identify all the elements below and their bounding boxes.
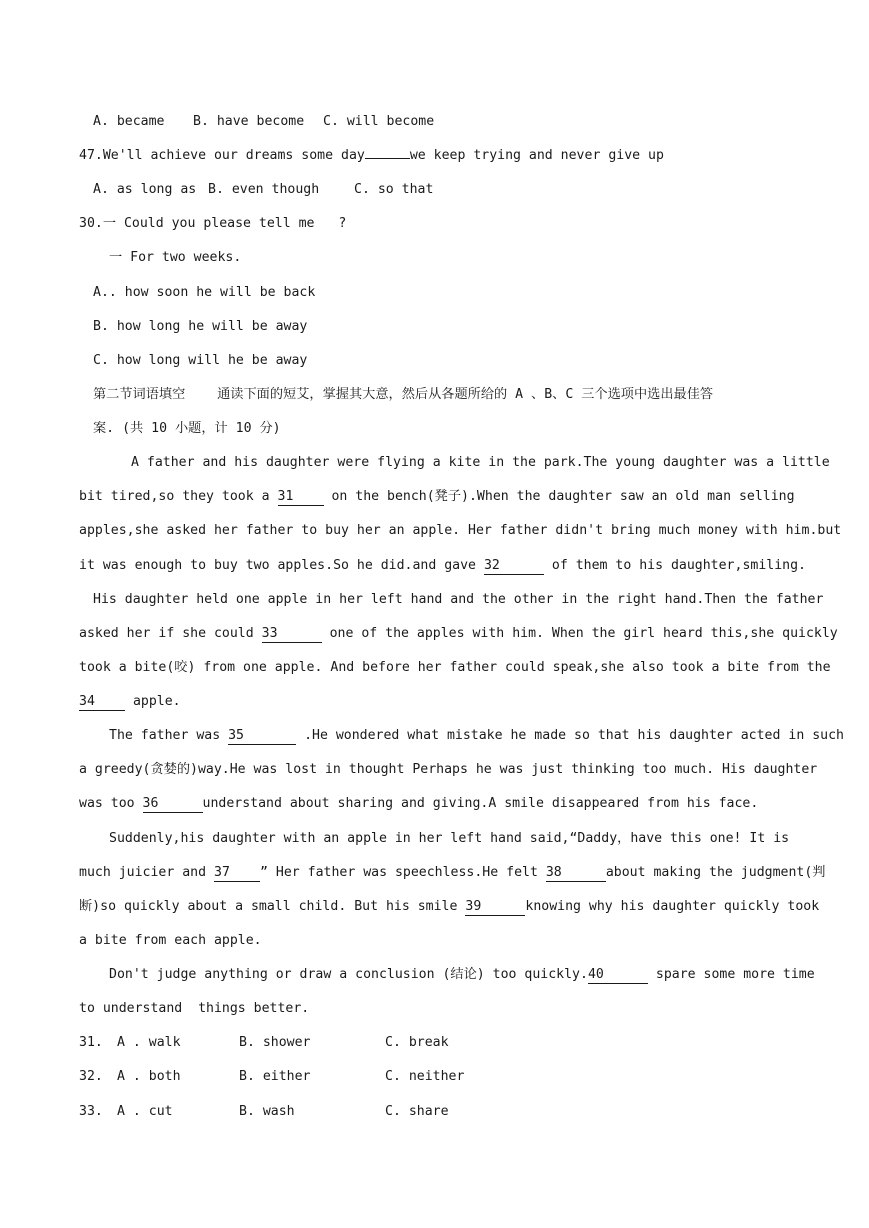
blank-34: 34 [79,694,125,711]
answer-number: 31. [79,1035,103,1050]
option-b: B. have become [193,114,305,129]
passage-line: a bite from each apple. [79,933,262,948]
passage-text: knowing why his daughter quickly took [525,899,820,914]
blank-37: 37 [214,865,260,882]
option-a: A.. how soon he will be back [93,285,316,300]
answer-option-c: C. break [385,1035,449,1050]
option-a: A. became [93,114,165,129]
passage-text: ” Her father was speechless.He felt [260,865,538,880]
option-b: B. even though [208,182,320,197]
option-c: C. how long will he be away [93,353,308,368]
answer-option-c: C. neither [385,1069,465,1084]
passage-text: on the bench(凳子).When the daughter saw an old man selling [331,489,795,504]
passage-text: much juicier and [79,865,207,880]
section-heading: 第二节词语填空 通读下面的短艾，掌握其大意，然后从各题所给的 A 、B、C 三个选项中选出最佳答 [93,387,714,402]
passage-text: 断)so quickly about a small child. But his smile [79,899,458,914]
passage-line [79,795,759,813]
blank-38: 38 [546,865,606,882]
passage-line: a greedy(贪婪的)way.He was lost in thought Perhaps he was just thinking too much. His daughter [79,762,818,777]
option-b: B. how long he will be away [93,319,308,334]
question-stem: 47.We'll achieve our dreams some day [79,148,365,163]
passage-line [79,557,806,575]
passage-line: took a bite(咬) from one apple. And before her father could speak,she also took a bite from the [79,660,831,675]
passage-text: .He wondered what mistake he made so that his daughter acted in such [304,728,844,743]
passage-text: understand about sharing and giving.A smile disappeared from his face. [202,796,759,811]
passage-text: about making the judgment(判 [605,865,826,880]
passage-line [109,966,815,984]
passage-text: Don't judge anything or draw a conclusion (结论) too quickly. [109,967,588,982]
answer-option-b: B. shower [239,1035,311,1050]
passage-text: The father was [109,728,221,743]
option-c: C. will become [323,114,435,129]
passage-text: was too [79,796,135,811]
passage-line [79,625,838,643]
blank-35: 35 [228,728,296,745]
blank-40: 40 [588,967,648,984]
answer-option-b: B. either [239,1069,311,1084]
answer-option-b: B. wash [239,1104,295,1119]
passage-line [109,727,844,745]
question-47 [79,147,664,165]
passage-line [79,488,795,506]
passage-text: it was enough to buy two apples.So he did.and gave [79,558,476,573]
passage-line: His daughter held one apple in her left hand and the other in the right hand.Then the father [93,592,824,607]
answer-option-a: A . both [117,1069,181,1084]
passage-text: bit tired,so they took a [79,489,270,504]
section-heading: 案. (共 10 小题，计 10 分) [93,421,281,436]
blank-32: 32 [484,558,544,575]
question-30: 30.一 Could you please tell me ? [79,216,347,231]
passage-text: spare some more time [655,967,815,982]
blank-31: 31 [278,489,324,506]
passage-line: apples,she asked her father to buy her an apple. Her father didn't bring much money with him.but [79,523,842,538]
answer-blank [365,158,410,159]
dialogue-answer: 一 For two weeks. [109,250,242,265]
blank-36: 36 [143,796,203,813]
answer-option-a: A . cut [117,1104,173,1119]
passage-text: apple. [132,694,181,709]
blank-39: 39 [465,899,525,916]
passage-text: asked her if she could [79,626,254,641]
passage-text: one of the apples with him. When the girl heard this,she quickly [329,626,838,641]
option-a: A. as long as [93,182,197,197]
passage-line [79,693,181,711]
passage-line [79,898,820,916]
answer-number: 32. [79,1069,103,1084]
passage-line: Suddenly,his daughter with an apple in her left hand said,“Daddy，have this one! It is [109,831,790,846]
answer-option-c: C. share [385,1104,449,1119]
answer-number: 33. [79,1104,103,1119]
passage-line: to understand things better. [79,1001,310,1016]
passage-line [79,864,826,882]
question-stem: we keep trying and never give up [409,148,664,163]
passage-text: of them to his daughter,smiling. [551,558,806,573]
option-c: C. so that [354,182,434,197]
answer-option-a: A . walk [117,1035,181,1050]
blank-33: 33 [262,626,322,643]
passage-line: A father and his daughter were flying a kite in the park.The young daughter was a little [131,455,830,470]
